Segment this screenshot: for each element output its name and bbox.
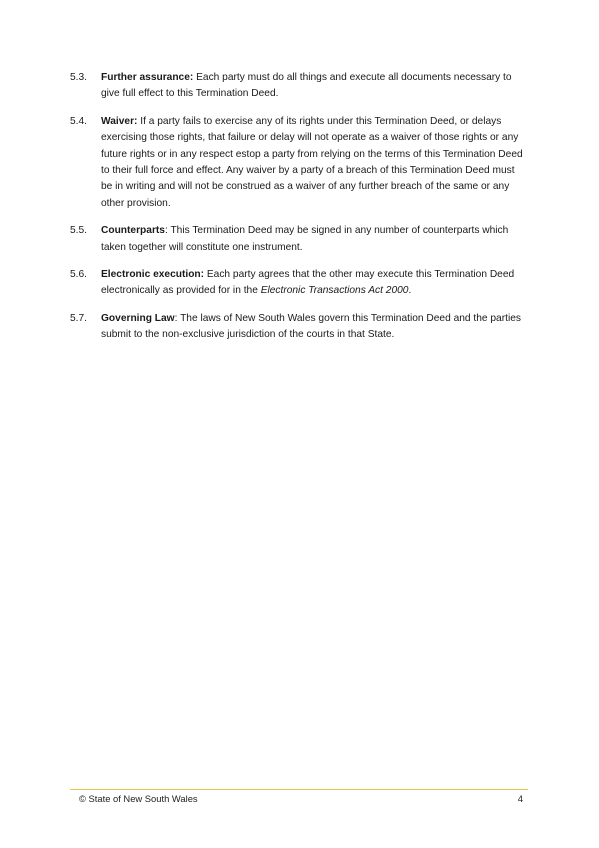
footer-divider: [70, 789, 528, 790]
clause-number: 5.6.: [70, 269, 87, 281]
clause-text: : The laws of New South Wales govern this Termination Deed and the parties submit to the non-exclusive jurisdiction of the courts in that State.: [101, 312, 521, 341]
clause-body: [101, 70, 528, 103]
clause-text: Each party agrees that the other may execute this Termination Deed electronically as provided for in the: [101, 269, 515, 297]
clause-5-3: [70, 70, 528, 103]
clause-body: [101, 311, 528, 344]
clause-5-6: [70, 267, 528, 300]
clause-number: 5.4.: [70, 115, 87, 127]
clause-body: [101, 223, 528, 256]
clause-number: 5.5.: [70, 225, 87, 237]
clause-number: 5.3.: [70, 72, 87, 83]
clause-tail: .: [408, 285, 412, 297]
clause-number: 5.7.: [70, 312, 87, 324]
clause-heading: Further assurance:: [101, 72, 194, 83]
clause-heading: Waiver:: [101, 115, 138, 127]
clause-text: : This Termination Deed may be signed in any number of counterparts which taken together will constitute one instrument.: [101, 225, 509, 253]
page-number: 4: [517, 793, 523, 804]
clause-heading: Governing Law: [101, 312, 175, 324]
clause-list: [70, 70, 528, 355]
footer-copyright: © State of New South Wales: [79, 793, 198, 804]
clause-5-4: [70, 114, 528, 212]
clause-text: If a party fails to exercise any of its rights under this Termination Deed, or delays exercising those rights, that failure or delay will not operate as a waiver of those rights or any future rights or in any respect estop a party from relying on the terms of this Termination Deed to their full force and effect. Any waiver by a party of a breach of this Termination Deed must be in writing and will not be construed as a waiver of any further breach of the same or any other provision.: [101, 115, 523, 209]
clause-heading: Counterparts: [101, 225, 165, 237]
clause-heading: Electronic execution:: [101, 269, 205, 281]
clause-body: [101, 267, 528, 300]
clause-5-5: [70, 223, 528, 256]
clause-body: [101, 114, 528, 212]
act-title: Electronic Transactions Act 2000: [260, 285, 409, 297]
clause-5-7: [70, 311, 528, 344]
clause-text: Each party must do all things and execute all documents necessary to give full effect to this Termination Deed.: [101, 72, 512, 100]
page-footer: [79, 793, 523, 805]
